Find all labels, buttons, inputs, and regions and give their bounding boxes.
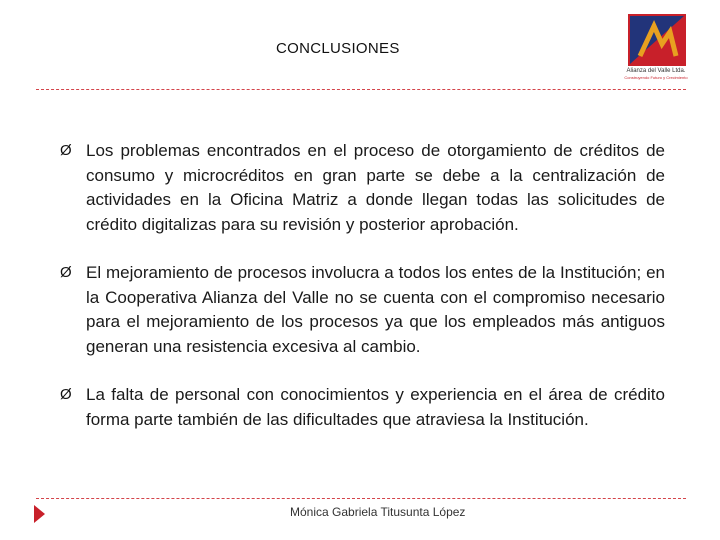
bullet-arrow-icon: Ø [60, 386, 72, 403]
list-item [60, 383, 665, 432]
slide-title: CONCLUSIONES [276, 40, 400, 57]
bullet-text: El mejoramiento de procesos involucra a todos los entes de la Institución; en la Cooperativa Alianza del Valle no se cuenta con el compromiso necesario para el mejoramiento de los procesos ya que los empleados más antiguos generan una resistencia excesiva al cambio. [86, 263, 665, 356]
bullet-text: La falta de personal con conocimientos y experiencia en el área de crédito forma parte también de las dificultades que atraviesa la Institución. [86, 385, 665, 429]
bullet-arrow-icon: Ø [60, 142, 72, 159]
bullet-list [60, 139, 665, 456]
list-item [60, 261, 665, 359]
logo-name: Alianza del Valle Ltda. [626, 68, 686, 74]
bullet-text: Los problemas encontrados en el proceso de otorgamiento de créditos de consumo y microcréditos en gran parte se debe a la centralización de actividades en la Oficina Matriz a donde llegan todas las solicitudes de crédito digitalizas para su revisión y posterior aprobación. [86, 141, 665, 234]
alianza-logo [620, 14, 692, 80]
footer-author: Mónica Gabriela Titusunta López [290, 505, 466, 519]
footer-arrow-icon [34, 505, 45, 523]
logo-tagline: Construyendo Futuro y Crecimiento [624, 75, 688, 80]
logo-mark-icon [628, 14, 686, 66]
list-item [60, 139, 665, 237]
bullet-arrow-icon: Ø [60, 264, 72, 281]
bottom-divider [36, 498, 686, 499]
top-divider [36, 89, 686, 90]
